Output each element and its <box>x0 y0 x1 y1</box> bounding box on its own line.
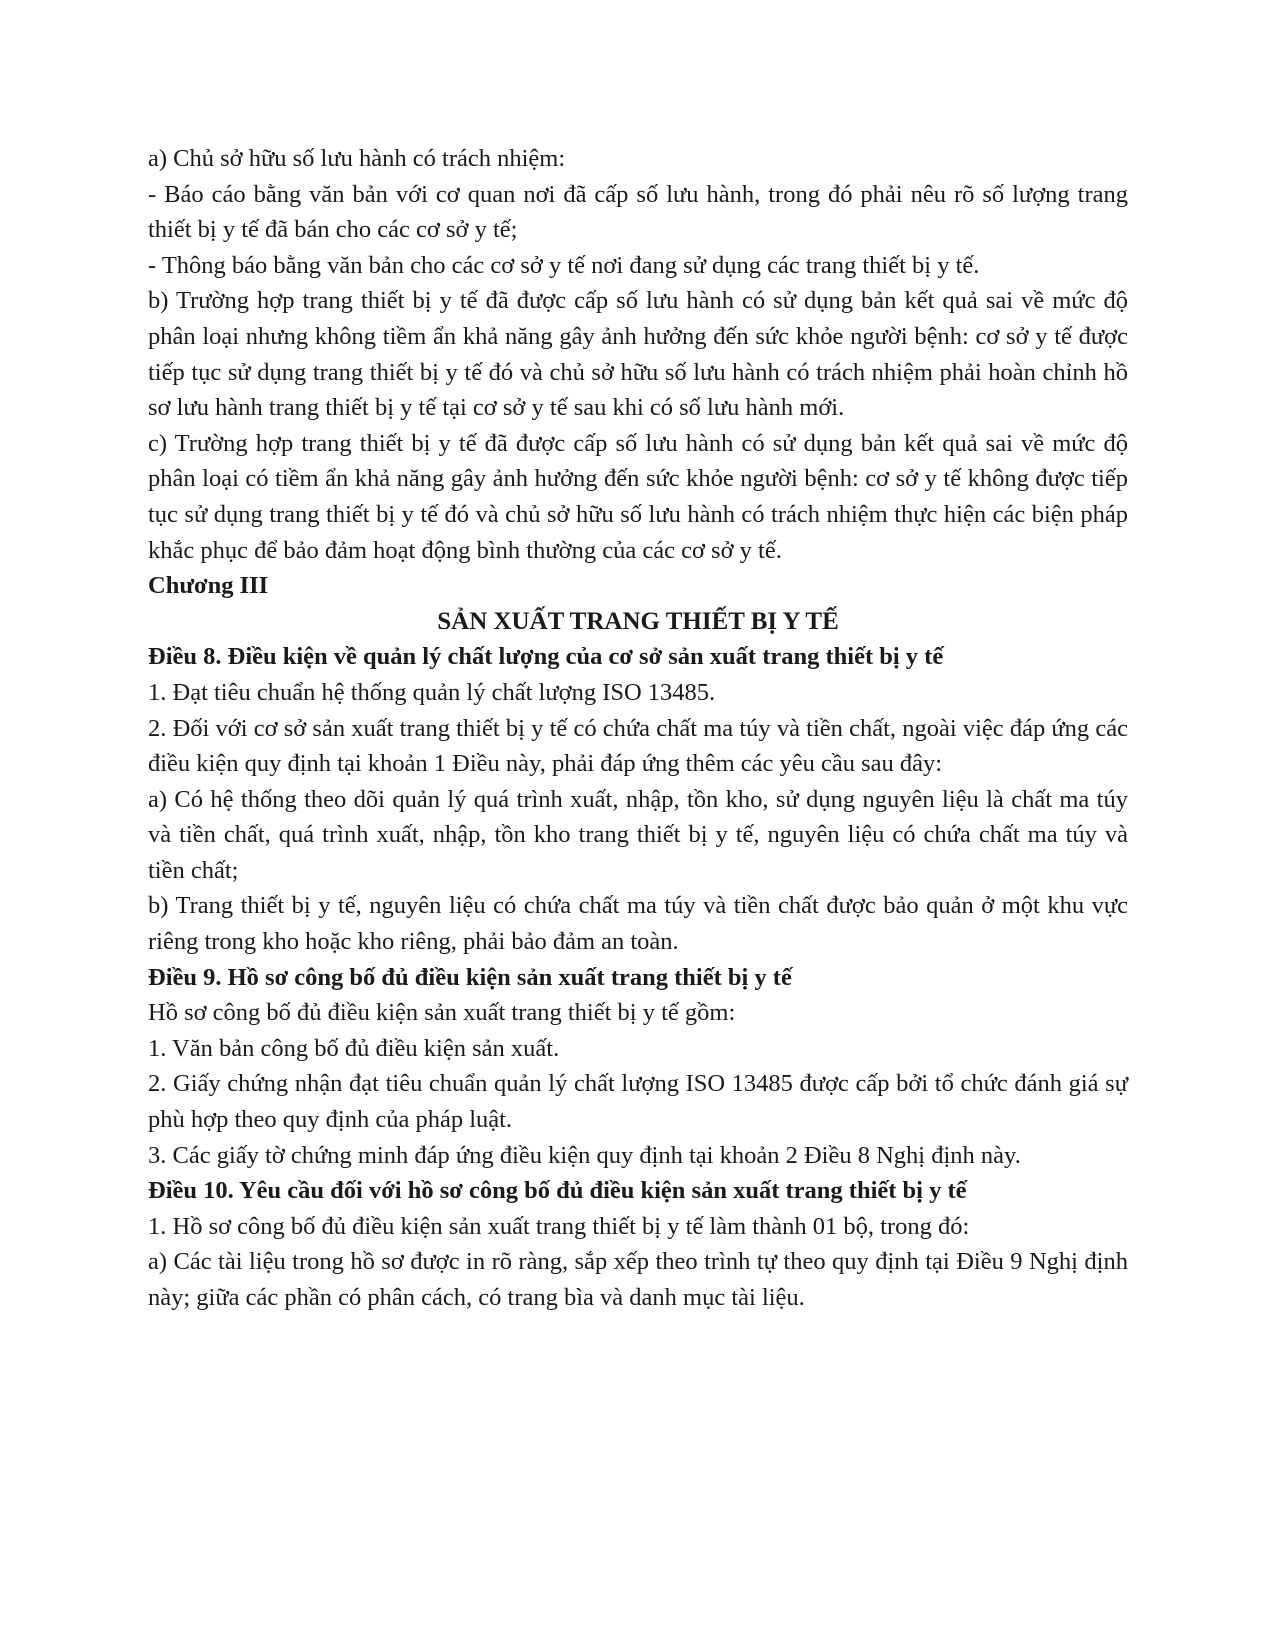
article-10-clause-1a: a) Các tài liệu trong hồ sơ được in rõ ràng, sắp xếp theo trình tự theo quy định tại Điều 9 Nghị định này; giữa các phần có phân cách, có trang bìa và danh mục tài liệu. <box>148 1248 1128 1311</box>
article-9-clause-2: 2. Giấy chứng nhận đạt tiêu chuẩn quản lý chất lượng ISO 13485 được cấp bởi tổ chức đánh giá sự phù hợp theo quy định của pháp luật. <box>148 1070 1128 1134</box>
article-8-heading: Điều 8. Điều kiện về quản lý chất lượng của cơ sở sản xuất trang thiết bị y tế <box>148 643 944 671</box>
paragraph-7a-item-1: - Báo cáo bằng văn bản với cơ quan nơi đã cấp số lưu hành, trong đó phải nêu rõ số lượng trang thiết bị y tế đã bán cho các cơ sở y tế; <box>148 180 1128 244</box>
chapter-title: SẢN XUẤT TRANG THIẾT BỊ Y TẾ <box>437 607 839 635</box>
article-8-clause-2b: b) Trang thiết bị y tế, nguyên liệu có chứa chất ma túy và tiền chất được bảo quản ở một khu vực riêng trong kho hoặc kho riêng, phải bảo đảm an toàn. <box>148 892 1128 956</box>
article-9-clause-3: 3. Các giấy tờ chứng minh đáp ứng điều kiện quy định tại khoản 2 Điều 8 Nghị định này. <box>148 1141 1021 1169</box>
article-9-intro: Hồ sơ công bố đủ điều kiện sản xuất trang thiết bị y tế gồm: <box>148 999 736 1027</box>
article-10-heading: Điều 10. Yêu cầu đối với hồ sơ công bố đủ điều kiện sản xuất trang thiết bị y tế <box>148 1177 967 1205</box>
article-8-clause-1: 1. Đạt tiêu chuẩn hệ thống quản lý chất lượng ISO 13485. <box>148 678 716 706</box>
paragraph-7a-item-2: - Thông báo bằng văn bản cho các cơ sở y tế nơi đang sử dụng các trang thiết bị y tế. <box>148 251 980 279</box>
article-8-clause-2a: a) Có hệ thống theo dõi quản lý quá trình xuất, nhập, tồn kho, sử dụng nguyên liệu là chất ma túy và tiền chất, quá trình xuất, nhập, tồn kho trang thiết bị y tế, nguyên liệu có chứa chất ma túy và tiền chất; <box>148 785 1128 884</box>
paragraph-7c: c) Trường hợp trang thiết bị y tế đã được cấp số lưu hành có sử dụng bản kết quả sai về mức độ phân loại có tiềm ẩn khả năng gây ảnh hưởng đến sức khỏe người bệnh: cơ sở y tế không được tiếp tục sử dụng trang thiết bị y tế đó và chủ sở hữu số lưu hành có trách nhiệm thực hiện các biện pháp khắc phục để bảo đảm hoạt động bình thường của các cơ sở y tế. <box>148 429 1128 564</box>
article-8-clause-2: 2. Đối với cơ sở sản xuất trang thiết bị y tế có chứa chất ma túy và tiền chất, ngoài việc đáp ứng các điều kiện quy định tại khoản 1 Điều này, phải đáp ứng thêm các yêu cầu sau đây: <box>148 714 1128 778</box>
document-page <box>148 141 1128 1316</box>
article-10-clause-1: 1. Hồ sơ công bố đủ điều kiện sản xuất trang thiết bị y tế làm thành 01 bộ, trong đó: <box>148 1212 970 1240</box>
article-9-clause-1: 1. Văn bản công bố đủ điều kiện sản xuất. <box>148 1034 560 1062</box>
paragraph-7a-intro: a) Chủ sở hữu số lưu hành có trách nhiệm: <box>148 145 566 172</box>
chapter-label: Chương III <box>148 572 269 600</box>
paragraph-7b: b) Trường hợp trang thiết bị y tế đã được cấp số lưu hành có sử dụng bản kết quả sai về mức độ phân loại nhưng không tiềm ẩn khả năng gây ảnh hưởng đến sức khỏe người bệnh: cơ sở y tế được tiếp tục sử dụng trang thiết bị y tế đó và chủ sở hữu số lưu hành có trách nhiệm phải hoàn chỉnh hồ sơ lưu hành trang thiết bị y tế tại cơ sở y tế sau khi có số lưu hành mới. <box>148 287 1128 422</box>
article-9-heading: Điều 9. Hồ sơ công bố đủ điều kiện sản xuất trang thiết bị y tế <box>148 963 792 991</box>
